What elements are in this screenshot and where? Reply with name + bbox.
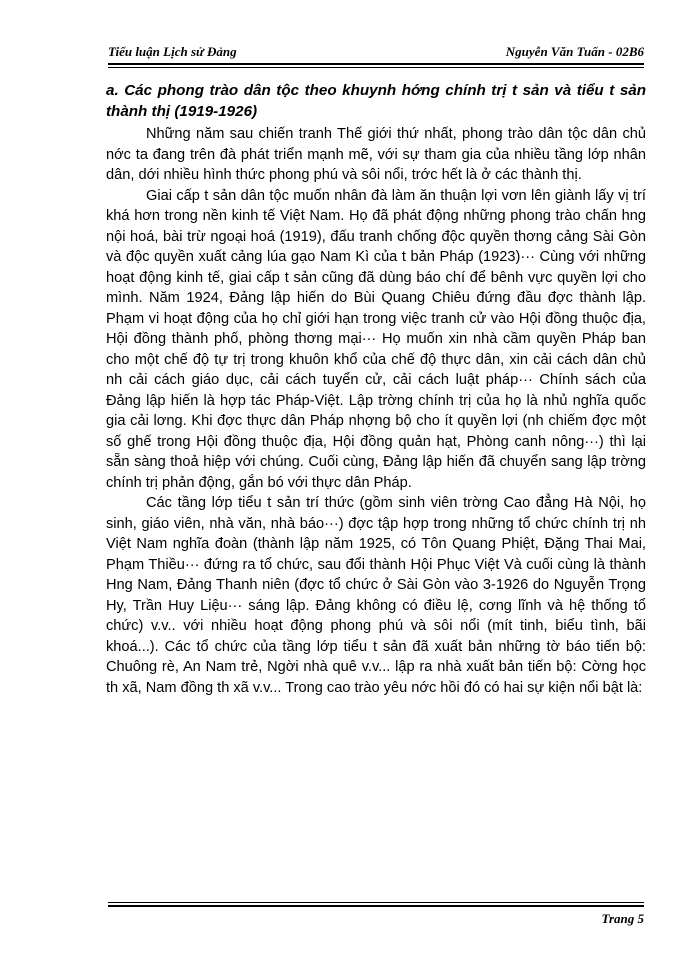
footer-rule-thin [108, 902, 644, 903]
page-number: Trang 5 [601, 911, 644, 926]
section-heading: a. Các phong trào dân tộc theo khuynh hớng chính trị t sản và tiểu t sản thành thị (1919-1926) [106, 82, 646, 120]
paragraph-2: Giai cấp t sản dân tộc muốn nhân đà làm ăn thuận lợi vơn lên giành lấy vị trí khá hơn trong nền kinh tế Việt Nam. Họ đã phát động những phong trào chấn hng nội hoá, bài trừ ngoại hoá (1919), đấu tranh chống độc quyền thơng cảng Sài Gòn và độc quyền xuất cảng lúa gạo Nam Kì của t bản Pháp (1923)··· Cùng với những hoạt động kinh tế, giai cấp t sản cũng đã dùng báo chí để bênh vực quyền lợi cho mình. Năm 1924, Đảng lập hiến do Bùi Quang Chiêu đứng đầu đợc thành lập. Phạm vi hoạt động của họ chỉ giới hạn trong việc tranh cử vào Hội đồng thuộc địa, Hội đồng thành phố, phòng thơng mại··· Họ muốn xin nhà cầm quyền Pháp ban cho một chế độ tự trị trong khuôn khổ của chế độ thực dân, xin cải cách dân chủ nh cải cách giáo dục, cải cách tuyển cử, cải cách luật pháp··· Chính sách của Đảng lập hiến là hợp tác Pháp-Việt. Lập trờng chính trị của họ là nhủ nghĩa quốc gia cải lơng. Khi đợc thực dân Pháp nhợng bộ cho ít quyền lợi (nh chiếm đợc một số ghế trong Hội đồng thuộc địa, Hội đồng quản hạt, Phòng canh nông···) thì lại sẵn sàng thoả hiệp với chúng. Cuối cùng, Đảng lập hiến đã chuyển sang lập trờng chính trị phản động, gắn bó với thực dân Pháp. [106, 187, 646, 491]
paragraph-1: Những năm sau chiến tranh Thế giới thứ nhất, phong trào dân tộc dân chủ nớc ta đang trên đà phát triển mạnh mẽ, với sự tham gia của nhiều tầng lớp nhân dân, dới nhiều hình thức phong phú và sôi nổi, trớc hết là ở các thành thị. [106, 126, 646, 183]
paragraph-3: Các tầng lớp tiểu t sản trí thức (gồm sinh viên trờng Cao đẳng Hà Nội, họ sinh, giáo viên, nhà văn, nhà báo···) đợc tập hợp trong những tổ chức chính trị nh Việt Nam nghĩa đoàn (thành lập năm 1925, có Tôn Quang Phiệt, Đặng Thai Mai, Phạm Thiều··· đứng ra tổ chức, sau đổi thành Hội Phục Việt Và cuối cùng là thành Hng Nam, Đảng Thanh niên (đợc tổ chức ở Sài Gòn vào 3-1926 do Nguyễn Trọng Hy, Trần Huy Liệu··· sáng lập. Đảng không có điều lệ, cơng lĩnh và hệ thống tổ chức) v.v.. với nhiều hoạt động phong phú và sôi nổi (mít tinh, biểu tình, bãi khoá...). Các tổ chức của tầng lớp tiểu t sản đã xuất bản những tờ báo tiến bộ: Chuông rè, An Nam trẻ, Ngời nhà quê v.v... lập ra nhà xuất bản tiến bộ: Cờng học th xã, Nam đồng th xã v.v... Trong cao trào yêu nớc hồi đó có hai sự kiện nổi bật là: [106, 495, 646, 696]
footer-rule [108, 905, 644, 907]
document-body [106, 80, 646, 698]
header-rule [108, 63, 644, 65]
header-author: Nguyễn Văn Tuấn - 02B6 [505, 44, 644, 59]
header-title: Tiểu luận Lịch sử Đảng [108, 44, 237, 59]
header-rule-thin [108, 67, 644, 68]
